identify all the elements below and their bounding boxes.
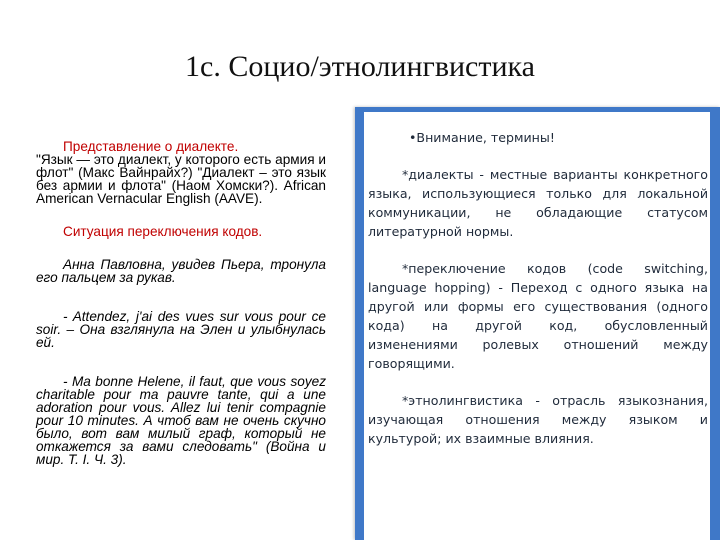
term-code-switching [364, 259, 710, 373]
example-paragraph-2: - Attendez, j'ai des vues sur vous pour ce soir. – Она взглянула на Элен и улыбнулась ей. [36, 309, 326, 350]
example-paragraph-3: - Ma bonne Helene, il faut, que vous soyez charitable pour ma pauvre tante, qui a une adoration pour vous. Allez lui tenir compagnie pour 10 minutes. А чтоб вам не очень скучно было, вот вам милый граф, который не откажется за вами следовать" (Война и мир. Т. I. Ч. 3). [36, 374, 326, 467]
left-column [36, 140, 326, 466]
slide-title: 1с. Социо/этнолингвистика [185, 50, 535, 83]
term-code-switching-text: *переключение кодов (code switching, language hopping) - Переход с одного языка на другой или формы его существования (одного кода) на другой код, обусловленный изменениями ролевых отношений между говорящими. [368, 261, 708, 371]
terms-panel [364, 112, 710, 540]
term-ethnolinguistics-text: *этнолингвистика - отрасль языкознания, изучающая отношения между языком и культурой; их взаимные влияния. [368, 393, 708, 446]
dialect-quote: "Язык — это диалект, у которого есть армия и флот" (Макс Вайнрайх?) "Диалект – это язык без армии и флота" (Наом Хомски?). African American Vernacular English (AAVE). [36, 152, 326, 206]
terms-header: •Внимание, термины! [409, 130, 555, 145]
code-switching-heading: Ситуация переключения кодов. [63, 224, 263, 239]
term-ethnolinguistics [364, 391, 710, 448]
term-dialects [364, 165, 710, 241]
term-dialects-text: *диалекты - местные варианты конкретного языка, использующиеся только для локальной коммуникации, не обладающие статусом литературной нормы. [368, 167, 708, 239]
dialect-heading: Представление о диалекте. [63, 139, 239, 154]
example-paragraph-1: Анна Павловна, увидев Пьера, тронула его пальцем за рукав. [36, 257, 326, 285]
